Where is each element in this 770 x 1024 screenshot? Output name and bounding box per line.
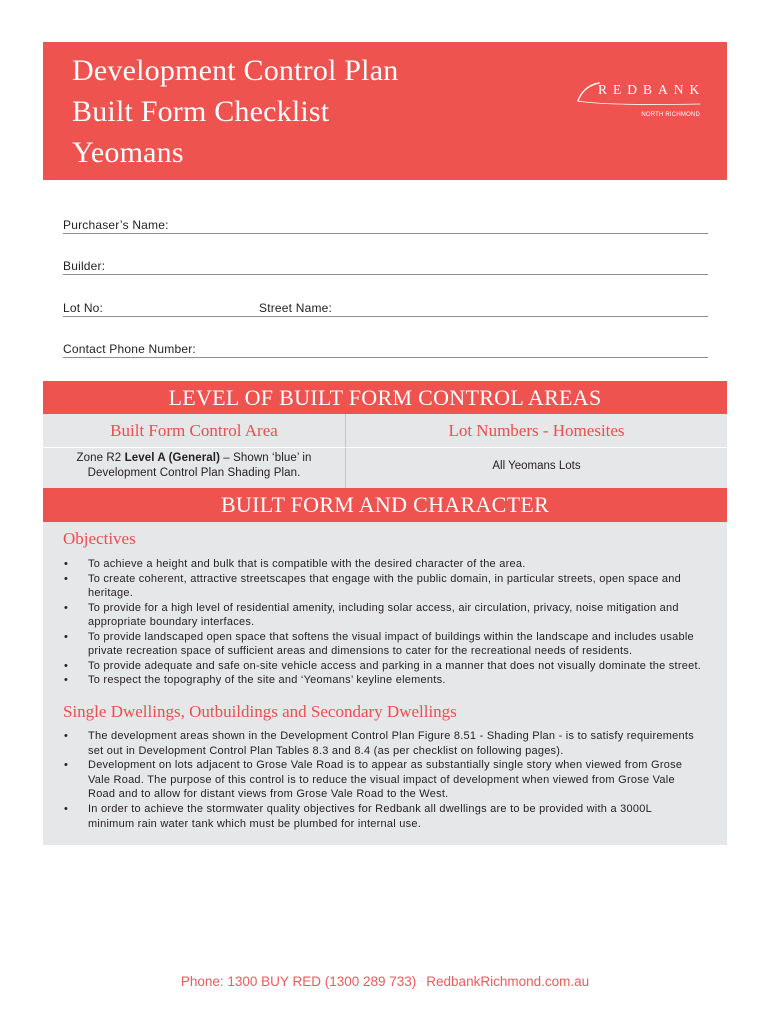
area-prefix: Zone R2: [76, 452, 125, 464]
builder-input[interactable]: [105, 258, 708, 274]
control-areas-banner: LEVEL OF BUILT FORM CONTROL AREAS: [43, 381, 727, 414]
list-item: [43, 758, 727, 802]
list-item: [43, 572, 727, 601]
list-item: [43, 673, 727, 688]
list-item: [43, 802, 727, 831]
footer-website: RedbankRichmond.com.au: [426, 974, 590, 989]
list-item: [43, 557, 727, 572]
column-header-lots: Lot Numbers - Homesites: [448, 421, 625, 440]
list-item-line: • To provide adequate and safe on-site vehicle access and parking in a manner that does not visually dominate the street.: [88, 659, 702, 672]
lots-value: All Yeomans Lots: [492, 460, 581, 472]
list-item-line: Road and to allow for distant views from Grose Vale Road to the West.: [88, 788, 449, 801]
list-item-line: set out in Development Control Plan Tables 8.3 and 8.4 (as per checklist on following pages).: [88, 744, 564, 757]
footer-contact: [0, 973, 770, 991]
objectives-heading: Objectives: [63, 529, 136, 548]
builder-label: Builder:: [63, 259, 106, 273]
footer-phone: Phone: 1300 BUY RED (1300 289 733): [180, 974, 417, 989]
logo-swoosh-icon: [563, 72, 723, 132]
dwellings-list: [43, 729, 727, 831]
builder-field: [63, 258, 708, 275]
list-item-line: • To provide for a high level of residential amenity, including solar access, air circulation, privacy, noise mitigation and: [88, 601, 679, 614]
list-item-line: Vale Road. The purpose of this control is to reduce the visual impact of development when viewed from Grose Vale: [88, 773, 675, 786]
character-panel: [43, 522, 727, 845]
list-item-line: • To provide landscaped open space that softens the visual impact of buildings within the landscape and includes usable: [88, 630, 694, 643]
area-suffix: – Shown ‘blue’ in: [220, 452, 312, 464]
list-item-line: • Development on lots adjacent to Grose Vale Road is to appear as substantially single story when viewed from Grose: [88, 759, 683, 772]
table-row: [43, 448, 727, 488]
character-banner: BUILT FORM AND CHARACTER: [43, 488, 727, 522]
list-item: [43, 659, 727, 674]
title-line: Yeomans: [72, 136, 184, 169]
dwellings-heading: Single Dwellings, Outbuildings and Secondary Dwellings: [63, 702, 457, 721]
list-item-line: • The development areas shown in the Development Control Plan Figure 8.51 - Shading Plan - is to satisfy requirements: [88, 730, 694, 742]
area-cell-line: Development Control Plan Shading Plan.: [87, 467, 301, 479]
purchaser-name-field: [63, 217, 708, 234]
lots-cell: [346, 448, 727, 488]
logo-wordmark: REDBANK: [598, 82, 706, 97]
list-item-line: minimum rain water tank which must be plumbed for internal use.: [88, 817, 422, 830]
list-item: [43, 729, 727, 758]
list-item-line: appropriate boundary interfaces.: [88, 616, 255, 628]
table-header-row: [43, 414, 727, 448]
area-cell: [43, 448, 346, 488]
street-name-label: Street Name:: [259, 301, 333, 315]
document-title: [72, 50, 398, 173]
list-item-line: • To respect the topography of the site and ‘Yeomans’ keyline elements.: [88, 674, 446, 686]
title-line: Built Form Checklist: [72, 95, 330, 128]
lot-no-input[interactable]: [103, 300, 259, 316]
objectives-list: [43, 557, 727, 688]
list-item-line: • In order to achieve the stormwater quality objectives for Redbank all dwellings are to be provided with a 3000L: [88, 802, 652, 815]
lot-no-label: Lot No:: [63, 301, 104, 315]
contact-phone-label: Contact Phone Number:: [63, 342, 196, 356]
lot-street-field: [63, 300, 708, 317]
list-item-line: private recreation space of sufficient areas and dimensions to cater for the recreational needs of residents.: [88, 645, 633, 657]
purchaser-name-input[interactable]: [169, 217, 708, 233]
street-name-group: [259, 300, 708, 316]
logo-tagline: NORTH RICHMOND: [641, 112, 700, 118]
purchaser-name-label: Purchaser’s Name:: [63, 218, 169, 232]
list-item-line: • To create coherent, attractive streetscapes that engage with the public domain, in particular streets, open space and: [88, 572, 682, 585]
page-header: [43, 42, 727, 180]
control-areas-table: [43, 414, 727, 488]
lot-no-group: [63, 300, 259, 316]
contact-phone-field: [63, 341, 708, 358]
area-level: Level A (General): [124, 452, 221, 464]
street-name-input[interactable]: [332, 300, 708, 316]
redbank-logo: [563, 72, 723, 132]
list-item: [43, 630, 727, 659]
list-item-line: heritage.: [88, 587, 134, 599]
title-line: Development Control Plan: [72, 54, 399, 87]
column-header-area: Built Form Control Area: [43, 414, 346, 447]
list-item-line: • To achieve a height and bulk that is compatible with the desired character of the area.: [88, 558, 526, 570]
contact-phone-input[interactable]: [196, 341, 708, 357]
area-cell-line: [43, 451, 345, 466]
list-item: [43, 601, 727, 630]
